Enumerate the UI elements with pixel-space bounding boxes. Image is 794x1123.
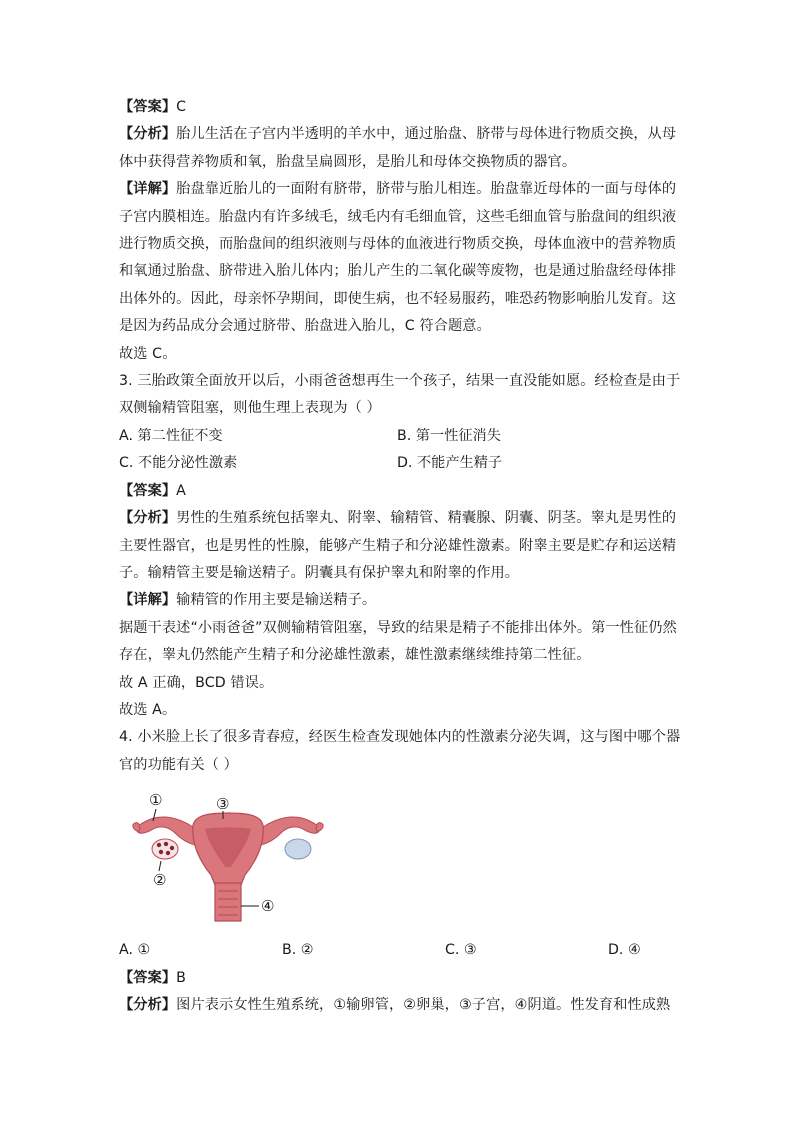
q3-detail-line-1: [119, 587, 675, 614]
detail-tag: 【详解】: [119, 592, 177, 609]
q4-analysis-line-1: [119, 992, 675, 1019]
document-page: [119, 94, 681, 1019]
analysis-tag: 【分析】: [119, 510, 177, 527]
q3-answer: [119, 478, 675, 505]
q3-option-d: D. 不能产生精子: [397, 455, 503, 472]
answer-tag: 【答案】: [119, 99, 177, 115]
q2-detail-line-3: 进行物质交换，而胎盘间的组织液则与母体的血液进行物质交换，母体血液中的营养物质: [119, 236, 677, 253]
q3-option-b: B. 第一性征消失: [397, 427, 501, 444]
detail-tag: 【详解】: [119, 181, 177, 198]
q4-option-c: C. ③: [445, 942, 477, 959]
answer-value: A: [176, 482, 186, 499]
detail-text: 胎盘靠近胎儿的一面附有脐带，脐带与胎儿相连。胎盘靠近母体的一面与母体的: [176, 181, 677, 198]
answer-value: C: [176, 99, 187, 115]
answer-tag: 【答案】: [119, 482, 177, 499]
figure-label-4: ④: [261, 897, 275, 916]
analysis-tag: 【分析】: [119, 126, 177, 143]
q4-option-a: A. ①: [119, 942, 151, 959]
q3-analysis-line-1: [119, 505, 675, 532]
detail-text: 输精管的作用主要是输送精子。: [176, 592, 377, 609]
answer-value: B: [176, 969, 186, 986]
q4-answer: [119, 965, 675, 992]
q3-options-row-1: [119, 423, 675, 450]
q3-options-row-2: [119, 450, 675, 477]
q3-analysis-line-3: 子。输精管主要是输送精子。阴囊具有保护睾丸和附睾的作用。: [119, 564, 520, 581]
q4-option-b: B. ②: [282, 942, 314, 959]
q2-analysis-line-1: [119, 121, 675, 148]
figure-label-2: ②: [153, 871, 167, 890]
q2-detail-line-4: 和氧通过胎盘、脐带进入胎儿体内；胎儿产生的二氧化碳等废物，也是通过胎盘经母体排: [119, 263, 677, 280]
q4-option-d: D. ④: [608, 942, 641, 959]
figure-label-1: ①: [149, 791, 163, 810]
q3-detail-line-4: 故 A 正确，BCD 错误。: [119, 674, 274, 691]
analysis-text: 图片表示女性生殖系统，①输卵管，②卵巢，③子宫，④阴道。性发育和性成熟: [176, 996, 671, 1013]
q3-conclusion: 故选 A。: [119, 701, 177, 718]
q2-conclusion: 故选 C。: [119, 345, 177, 362]
q4-stem-line-1: 4. 小米脸上长了很多青春痘，经医生检查发现她体内的性激素分泌失调，这与图中哪个器: [119, 729, 681, 746]
analysis-text: 男性的生殖系统包括睾丸、附睾、输精管、精囊腺、阴囊、阴茎。睾丸是男性的: [176, 510, 677, 527]
q3-stem-line-1: 3. 三胎政策全面放开以后，小雨爸爸想再生一个孩子，结果一直没能如愿。经检查是由于: [119, 373, 681, 390]
q2-analysis-line-2: 体中获得营养物质和氧，胎盘呈扁圆形，是胎儿和母体交换物质的器官。: [119, 153, 577, 170]
female-reproductive-system-figure: [123, 787, 343, 927]
q2-detail-line-1: [119, 176, 675, 203]
q3-option-a: A. 第二性征不变: [119, 427, 223, 444]
q3-stem-line-2: 双侧输精管阻塞，则他生理上表现为（ ）: [119, 400, 381, 417]
analysis-text: 胎儿生活在子宫内半透明的羊水中，通过胎盘、脐带与母体进行物质交换，从母: [176, 126, 677, 143]
q4-options-row: [119, 937, 675, 964]
answer-tag: 【答案】: [119, 969, 177, 986]
q3-detail-line-2: 据题干表述“小雨爸爸”双侧输精管阻塞，导致的结果是精子不能排出体外。第一性征仍然: [119, 619, 677, 636]
q2-detail-line-6: 是因为药品成分会通过脐带、胎盘进入胎儿，C 符合题意。: [119, 318, 491, 335]
analysis-tag: 【分析】: [119, 996, 177, 1013]
q2-answer: [119, 94, 675, 121]
q2-detail-line-5: 出体外的。因此，母亲怀孕期间，即使生病，也不轻易服药，唯恐药物影响胎儿发育。这: [119, 290, 677, 307]
q4-stem-line-2: 官的功能有关（ ）: [119, 756, 238, 773]
q3-option-c: C. 不能分泌性激素: [119, 455, 238, 472]
figure-label-3: ③: [216, 795, 230, 814]
q3-analysis-line-2: 主要性器官，也是男性的性腺，能够产生精子和分泌雄性激素。附睾主要是贮存和运送精: [119, 537, 677, 554]
q2-detail-line-2: 子宫内膜相连。胎盘内有许多绒毛，绒毛内有毛细血管，这些毛细血管与胎盘间的组织液: [119, 208, 677, 225]
q3-detail-line-3: 存在，睾丸仍然能产生精子和分泌雄性激素，雄性激素继续维持第二性征。: [119, 647, 591, 664]
